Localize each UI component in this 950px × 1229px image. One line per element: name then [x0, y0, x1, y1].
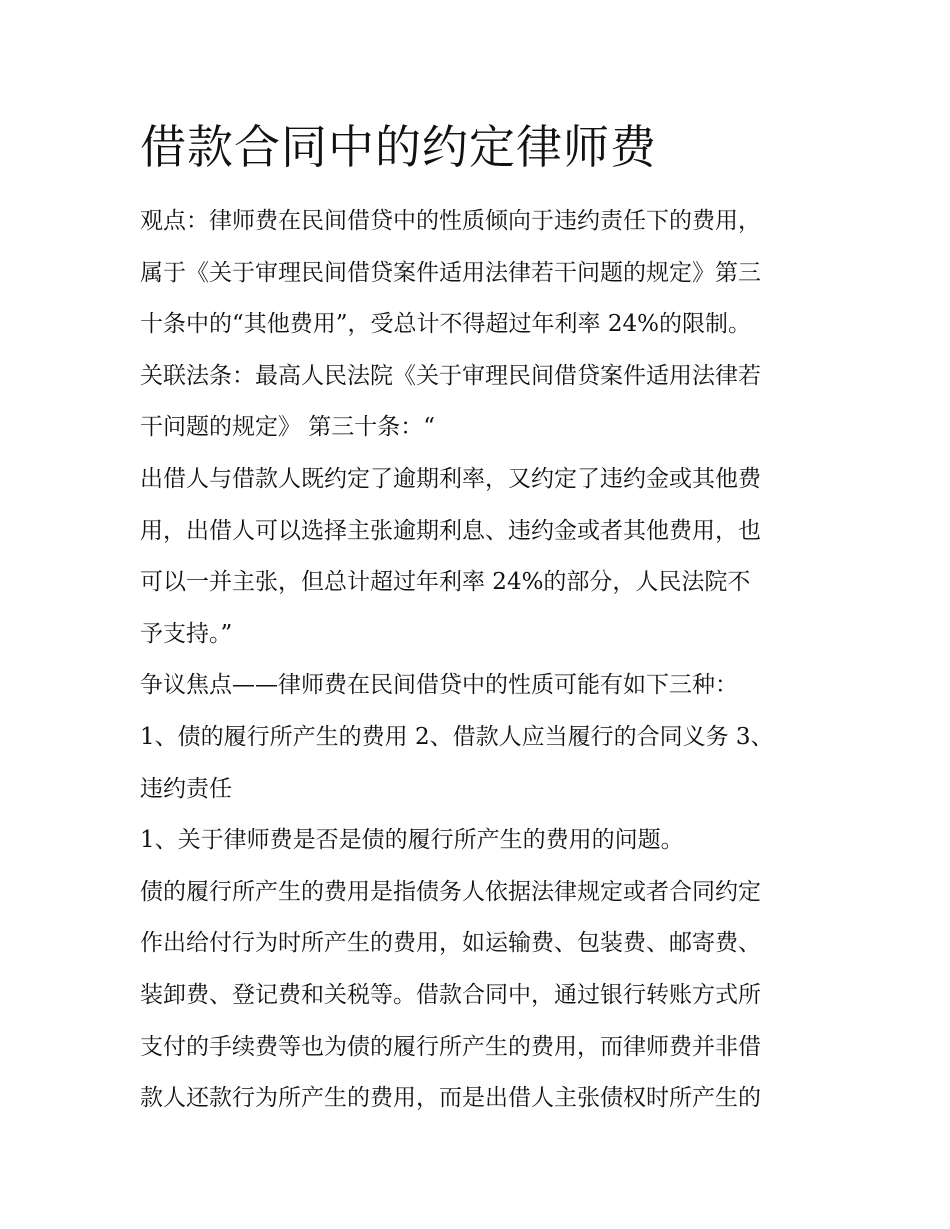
text-line: 用，出借人可以选择主张逾期利息、违约金或者其他费用，也 [140, 517, 761, 544]
text-line: 争议焦点——律师费在民间借贷中的性质可能有如下三种： [140, 672, 738, 699]
text-line: 1、债的履行所产生的费用 2、借款人应当履行的合同义务 3、 [140, 723, 774, 750]
text-line: 作出给付行为时所产生的费用，如运输费、包装费、邮寄费、 [140, 930, 761, 957]
text-line: 关联法条：最高人民法院《关于审理民间借贷案件适用法律若 [140, 362, 761, 389]
text-line: 出借人与借款人既约定了逾期利率，又约定了违约金或其他费 [140, 465, 761, 492]
document-body [140, 112, 820, 1125]
text-line: 支付的手续费等也为债的履行所产生的费用，而律师费并非借 [140, 1033, 761, 1060]
text-line: 观点：律师费在民间借贷中的性质倾向于违约责任下的费用， [140, 208, 761, 234]
text-line: 属于《关于审理民间借贷案件适用法律若干问题的规定》第三 [140, 259, 761, 286]
text-line: 予支持。” [140, 620, 233, 647]
document-title: 借款合同中的约定律师费 [140, 120, 657, 174]
text-line: 违约责任 [140, 775, 232, 802]
text-line: 装卸费、登记费和关税等。借款合同中，通过银行转账方式所 [140, 981, 761, 1008]
text-line: 债的履行所产生的费用是指债务人依据法律规定或者合同约定 [140, 878, 761, 905]
text-line: 干问题的规定》 第三十条：“ [140, 414, 436, 441]
text-line: 1、关于律师费是否是债的履行所产生的费用的问题。 [140, 827, 684, 854]
text-line: 可以一并主张，但总计超过年利率 24%的部分，人民法院不 [140, 569, 751, 596]
text-line: 款人还款行为所产生的费用，而是出借人主张债权时所产生的 [140, 1085, 761, 1112]
text-line: 十条中的“其他费用”，受总计不得超过年利率 24%的限制。 [140, 311, 751, 338]
